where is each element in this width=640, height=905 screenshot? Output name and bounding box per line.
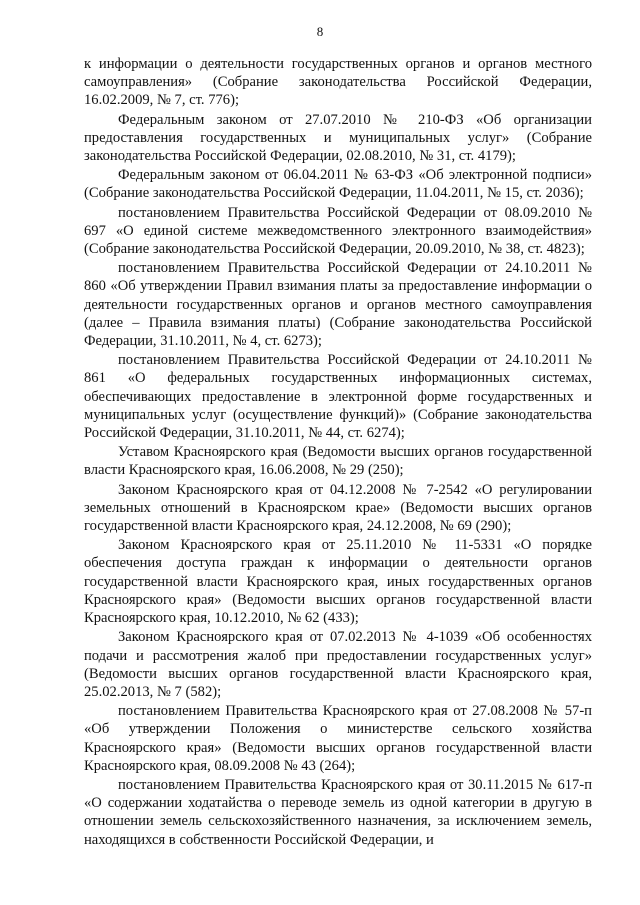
- paragraph-3: Федеральным законом от 06.04.2011 № 63-ФЗ «Об электронной подписи» (Собрание законодательства Российской Федерации, 11.04.2011, № 15, ст. 2036);: [84, 167, 592, 202]
- paragraph-5: постановлением Правительства Российской Федерации от 24.10.2011 № 860 «Об утверждении Правил взимания платы за предоставление информации о деятельности государственных органов и органов местного самоуправления (далее – Правила взимания платы) (Собрание законодательства Российской Федерации, 31.10.2011, № 4, ст. 6273);: [84, 260, 592, 350]
- paragraph-10: Законом Красноярского края от 07.02.2013 № 4-1039 «Об особенностях подачи и рассмотрения жалоб при предоставлении государственных услуг» (Ведомости высших органов государственной власти Красноярского края, 25.02.2013, № 7 (582);: [84, 629, 592, 700]
- paragraph-8: Законом Красноярского края от 04.12.2008 № 7-2542 «О регулировании земельных отношений в Красноярском крае» (Ведомости высших органов государственной власти Красноярского края, 24.12.2008, № 69 (290);: [84, 481, 592, 535]
- document-body: [84, 55, 592, 850]
- paragraph-7: Уставом Красноярского края (Ведомости высших органов государственной власти Красноярского края, 16.06.2008, № 29 (250);: [84, 444, 592, 479]
- paragraph-2: Федеральным законом от 27.07.2010 № 210-ФЗ «Об организации предоставления государственных и муниципальных услуг» (Собрание законодательства Российской Федерации, 02.08.2010, № 31, ст. 4179);: [84, 111, 592, 165]
- paragraph-6: постановлением Правительства Российской Федерации от 24.10.2011 № 861 «О федеральных государственных информационных системах, обеспечивающих предоставление в электронной форме государственных и муниципальных услуг (осуществление функций)» (Собрание законодательства Российской Федерации, 31.10.2011, № 44, ст. 6274);: [84, 352, 592, 442]
- page-number: 8: [316, 24, 324, 39]
- paragraph-1: к информации о деятельности государственных органов и органов местного самоуправления» (Собрание законодательства Российской Федерации, 16.02.2009, № 7, ст. 776);: [84, 56, 592, 109]
- paragraph-4: постановлением Правительства Российской Федерации от 08.09.2010 № 697 «О единой системе межведомственного электронного взаимодействия» (Собрание законодательства Российской Федерации, 20.09.2010, № 38, ст. 4823);: [84, 204, 592, 258]
- paragraph-11: постановлением Правительства Красноярского края от 27.08.2008 № 57-п «Об утверждении Положения о министерстве сельского хозяйства Красноярского края» (Ведомости высших органов государственной власти Красноярского края, 08.09.2008 № 43 (264);: [84, 703, 592, 774]
- paragraph-9: Законом Красноярского края от 25.11.2010 № 11-5331 «О порядке обеспечения доступа граждан к информации о деятельности органов государственной власти Красноярского края, иных государственных органов Красноярского края» (Ведомости высших органов государственной власти Красноярского края, 10.12.2010, № 62 (433);: [84, 537, 592, 627]
- paragraph-12: постановлением Правительства Красноярского края от 30.11.2015 № 617-п «О содержании ходатайства о переводе земель из одной категории в другую в отношении земель сельскохозяйственного назначения, за исключением земель, находящихся в собственности Российской Федерации, и: [84, 776, 592, 848]
